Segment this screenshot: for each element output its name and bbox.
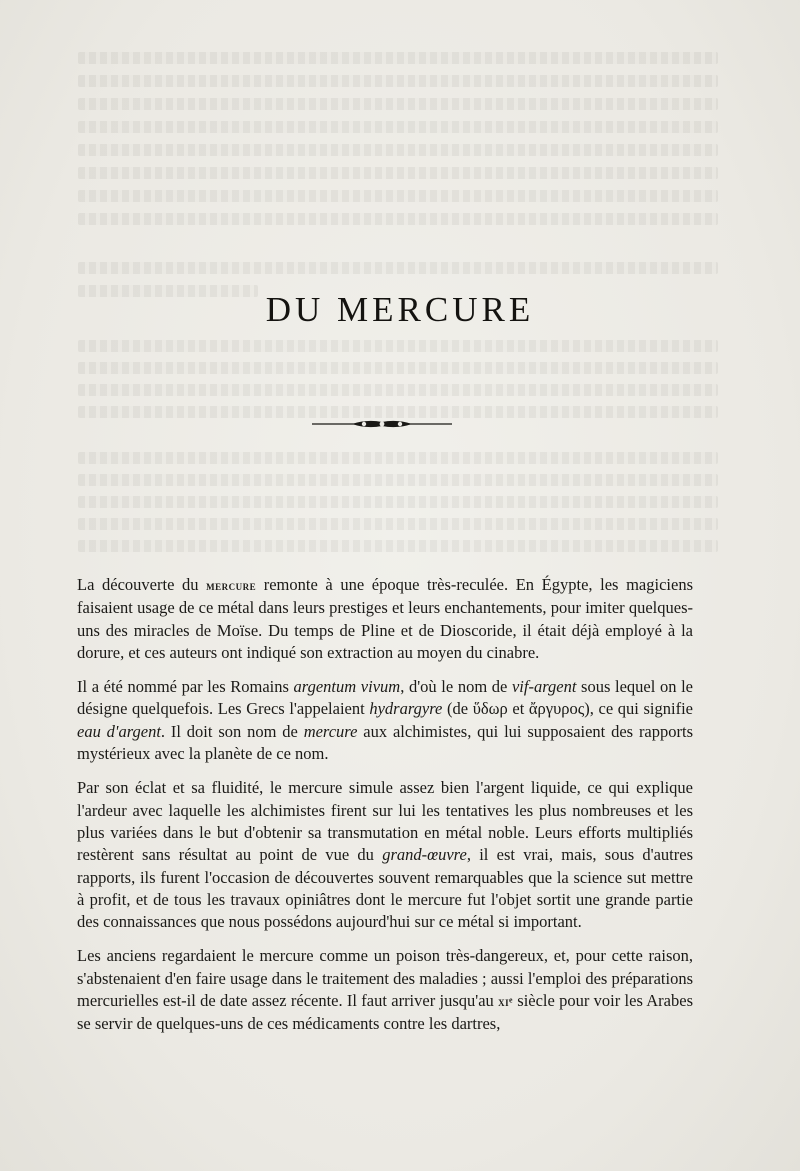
text-run: Par son éclat et sa fluidité, le mercure simule assez bien l'argent liquide, ce qui explique l'ardeur avec laquelle les alchimistes firent sur lui les tentatives les plus nombreuses et les plus variées dans le but d'obtenir sa transmutation en métal noble. Leurs efforts multipliés restèrent sans résultat au point de vue du [77, 778, 693, 865]
italic-text: vif-argent [511, 677, 577, 697]
text-run: remonte à une époque très-reculée. En Égypte, les magiciens faisaient usage de ce métal dans leurs prestiges et leurs enchantements, pour imiter quelques-uns des miracles de Moïse. Du temps de Pline et de Dioscoride, il était déjà employé à la dorure, et ces auteurs ont indiqué son extraction au moyen du cinabre. [77, 575, 693, 662]
italic-text: eau d'argent [77, 721, 161, 741]
body-text [77, 574, 693, 1048]
text-run: . Il doit son nom de [160, 721, 304, 741]
bleed-through-line [78, 190, 718, 202]
bleed-through-line [78, 262, 718, 274]
text-run: (de ὕδωρ et ἄργυρος), ce qui signifie [442, 699, 694, 719]
italic-text: grand-œuvre [382, 845, 467, 865]
bleed-through-line [78, 540, 718, 552]
paragraph [77, 945, 693, 1035]
text-run: siècle pour voir les Arabes se servir de quelques-uns de ces médicaments contre les dartres, [77, 991, 693, 1034]
paragraph [77, 676, 693, 765]
text-run: Il a été nommé par les Romains [77, 677, 294, 697]
bleed-through-line [78, 496, 718, 508]
text-run: La découverte du [77, 575, 207, 594]
bleed-through-line [78, 474, 718, 486]
italic-text: argentum vivum [293, 677, 401, 697]
bleed-through-line [78, 52, 718, 64]
italic-text: mercure [303, 721, 358, 741]
bleed-through-line [78, 167, 718, 179]
bleed-through-line [78, 75, 718, 87]
text-run: Les anciens regardaient le mercure comme un poison très-dangereux, et, pour cette raison, s'abstenaient d'en faire usage dans le traitement des maladies ; aussi l'emploi des préparations mercurielles est-il de date assez récente. Il faut arriver jusqu'au [77, 946, 694, 1011]
text-run: , il est vrai, mais, sous d'autres rapports, ils furent l'occasion de découvertes souvent remarquables que la science sut mettre à profit, et de tous les travaux opiniâtres dont le mercure fut l'objet sortit une grande partie des connaissances que nous possédons aujourd'hui sur ce métal si important. [77, 845, 693, 932]
bleed-through-line [78, 340, 718, 352]
italic-text: hydrargyre [369, 699, 443, 719]
bleed-through-line [78, 98, 718, 110]
small-caps-text: mercure [206, 578, 257, 593]
chapter-title: DU MERCURE [265, 290, 535, 329]
bleed-through-line [78, 213, 718, 225]
title-ornament-rule [312, 418, 452, 430]
text-run: , d'où le nom de [400, 677, 512, 697]
bleed-through-line [78, 121, 718, 133]
bleed-through-line [78, 406, 718, 418]
bleed-through-line [78, 144, 718, 156]
text-run: sous lequel on le désigne quelquefois. Les Grecs l'appelaient [77, 677, 693, 719]
text-run: aux alchimistes, qui lui supposaient des rapports mystérieux avec la planète de ce nom. [77, 721, 694, 764]
paragraph [77, 574, 693, 664]
bleed-through-line [78, 384, 718, 396]
bleed-through-line [78, 452, 718, 464]
bleed-through-line [78, 518, 718, 530]
bleed-through-line [78, 362, 718, 374]
paragraph [77, 777, 693, 933]
small-caps-text: xiᵉ [498, 994, 513, 1010]
